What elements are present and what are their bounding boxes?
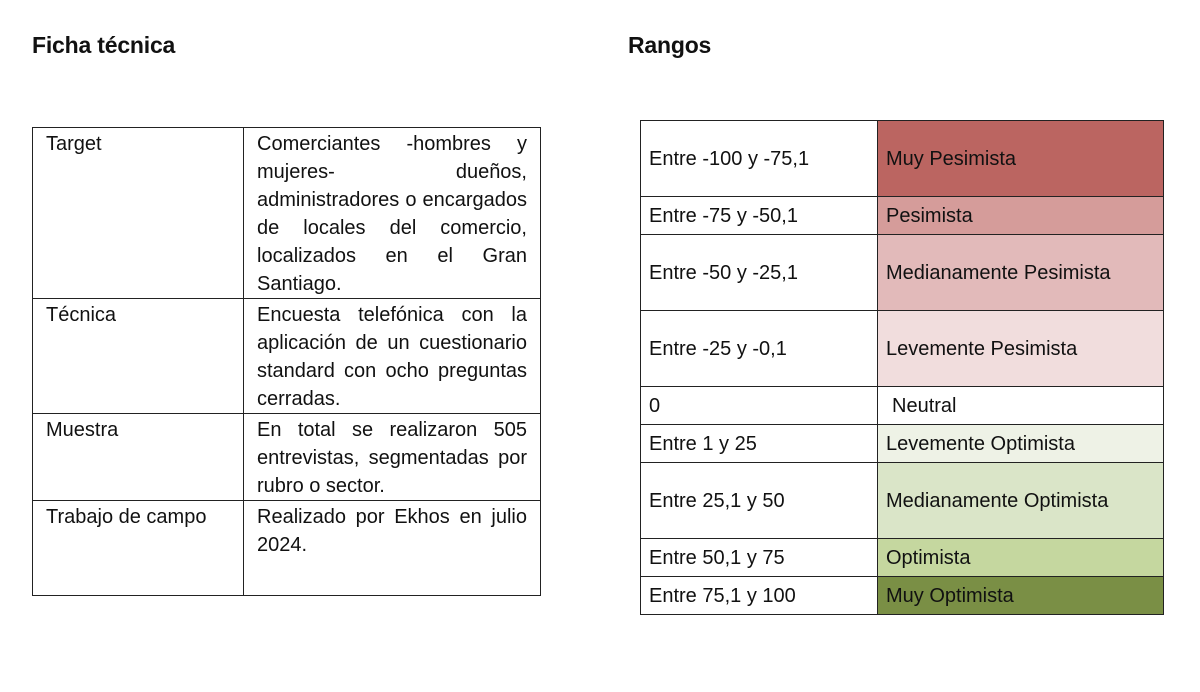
range-value: Entre -100 y -75,1 (641, 121, 878, 197)
range-category: Optimista (878, 539, 1164, 577)
row-value: En total se realizaron 505 entrevistas, segmentadas por rubro o sector. (244, 414, 541, 501)
row-label: Trabajo de campo (33, 501, 244, 596)
table-row (641, 197, 1164, 235)
range-value: Entre 50,1 y 75 (641, 539, 878, 577)
ficha-tecnica-table (32, 127, 541, 596)
table-row (33, 501, 541, 596)
table-row (641, 235, 1164, 311)
range-value: Entre -75 y -50,1 (641, 197, 878, 235)
row-label: Target (33, 128, 244, 299)
range-category: Medianamente Optimista (878, 463, 1164, 539)
row-value: Realizado por Ekhos en julio 2024. (244, 501, 541, 596)
range-value: Entre -25 y -0,1 (641, 311, 878, 387)
range-category: Muy Pesimista (878, 121, 1164, 197)
range-category: Levemente Pesimista (878, 311, 1164, 387)
range-category: Muy Optimista (878, 577, 1164, 615)
row-label: Muestra (33, 414, 244, 501)
ficha-tecnica-title: Ficha técnica (32, 32, 176, 58)
rangos-table (640, 120, 1164, 615)
range-value: 0 (641, 387, 878, 425)
table-row (641, 121, 1164, 197)
table-row (33, 299, 541, 414)
table-row (33, 128, 541, 299)
table-row (641, 387, 1164, 425)
table-row (641, 463, 1164, 539)
range-category: Levemente Optimista (878, 425, 1164, 463)
row-value: Encuesta telefónica con la aplicación de un cuestionario standard con ocho preguntas cerradas. (244, 299, 541, 414)
range-category: Pesimista (878, 197, 1164, 235)
range-value: Entre 25,1 y 50 (641, 463, 878, 539)
table-row (641, 539, 1164, 577)
row-label: Técnica (33, 299, 244, 414)
row-value: Comerciantes -hombres y mujeres- dueños, administradores o encargados de locales del comercio, localizados en el Gran Santiago. (244, 128, 541, 299)
range-value: Entre -50 y -25,1 (641, 235, 878, 311)
range-category: Medianamente Pesimista (878, 235, 1164, 311)
range-value: Entre 1 y 25 (641, 425, 878, 463)
range-value: Entre 75,1 y 100 (641, 577, 878, 615)
table-row (33, 414, 541, 501)
table-row (641, 577, 1164, 615)
range-category: Neutral (878, 387, 1164, 425)
table-row (641, 425, 1164, 463)
table-row (641, 311, 1164, 387)
rangos-title: Rangos (628, 32, 712, 58)
